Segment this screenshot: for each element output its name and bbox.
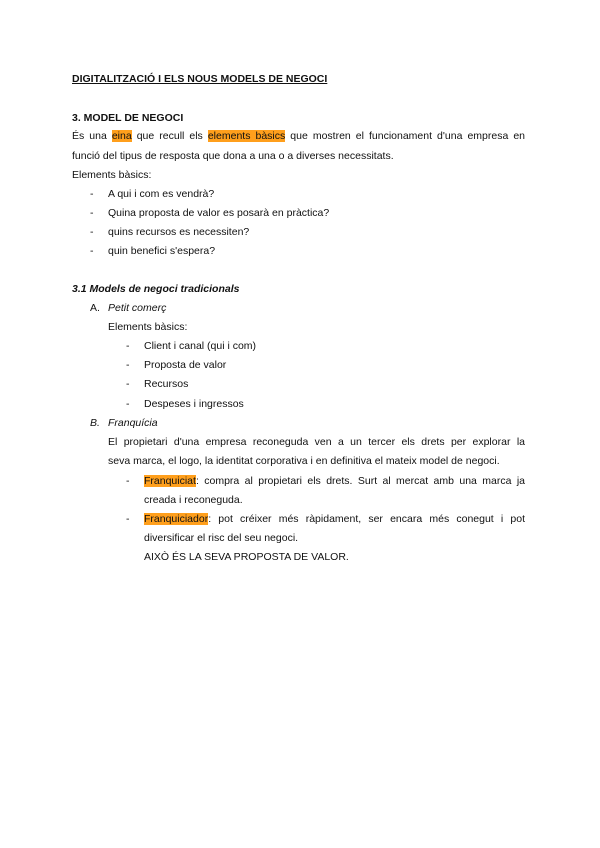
list-item: quin benefici s'espera?	[108, 245, 216, 257]
list-item: Client i canal (qui i com)	[144, 340, 257, 352]
franquiciador-line-2: diversificar el risc del seu negoci.	[144, 532, 299, 544]
intro-text-a: És una	[72, 130, 112, 142]
subsection-a-title: Petit comerç	[108, 302, 167, 314]
list-item: quins recursos es necessiten?	[108, 226, 250, 238]
bullet-dash: -	[126, 359, 130, 371]
highlight-elements-basics: elements bàsics	[207, 130, 286, 142]
intro-justified	[72, 129, 525, 143]
subsection-b-title: Franquícia	[108, 417, 158, 429]
section-3-1-heading: 3.1 Models de negoci tradicionals	[72, 283, 240, 295]
section-3-intro-line-2: funció del tipus de resposta que dona a una o a diverses necessitats.	[72, 150, 394, 162]
list-marker-a: A.	[90, 302, 100, 314]
bullet-dash: -	[126, 398, 130, 410]
intro-text-b: que recull els	[131, 130, 208, 142]
proposta-valor-note: AIXÒ ÉS LA SEVA PROPOSTA DE VALOR.	[144, 551, 349, 563]
highlight-eina: eina	[111, 130, 132, 142]
bullet-dash: -	[126, 340, 130, 352]
bullet-dash: -	[126, 378, 130, 390]
elements-label: Elements bàsics:	[72, 169, 152, 181]
bullet-dash: -	[90, 245, 94, 257]
list-item: A qui i com es vendrà?	[108, 188, 215, 200]
list-item: Recursos	[144, 378, 189, 390]
franquicia-para-line-2: seva marca, el logo, la identitat corporativa i en definitiva el mateix model de negoci.	[108, 455, 500, 467]
franquiciat-line-2: creada i reconeguda.	[144, 494, 243, 506]
document-title: DIGITALITZACIÓ I ELS NOUS MODELS DE NEGOCI	[72, 73, 328, 85]
bullet-dash: -	[90, 188, 94, 200]
highlight-franquiciat: Franquiciat	[144, 475, 196, 487]
section-3-heading: 3. MODEL DE NEGOCI	[72, 112, 184, 124]
bullet-dash: -	[90, 207, 94, 219]
franquiciador-justified	[144, 512, 525, 526]
para-justified: El propietari d'una empresa reconeguda ven a un tercer els drets per explorar la	[108, 436, 525, 448]
franquiciat-justified	[144, 474, 525, 488]
list-item: Quina proposta de valor es posarà en pràctica?	[108, 207, 330, 219]
franquiciat-text: : compra al propietari els drets. Surt al mercat amb una marca ja	[195, 475, 525, 487]
franquiciador-text: : pot créixer més ràpidament, ser encara més conegut i pot	[208, 513, 525, 525]
list-item: Proposta de valor	[144, 359, 227, 371]
list-marker-b: B.	[90, 417, 100, 429]
bullet-dash: -	[90, 226, 94, 238]
bullet-dash: -	[126, 475, 130, 487]
subsection-a-elements-label: Elements bàsics:	[108, 321, 188, 333]
list-item: Despeses i ingressos	[144, 398, 244, 410]
bullet-dash: -	[126, 513, 130, 525]
intro-text-c: que mostren el funcionament d'una empresa en	[285, 130, 525, 142]
highlight-franquiciador: Franquiciador	[144, 513, 209, 525]
